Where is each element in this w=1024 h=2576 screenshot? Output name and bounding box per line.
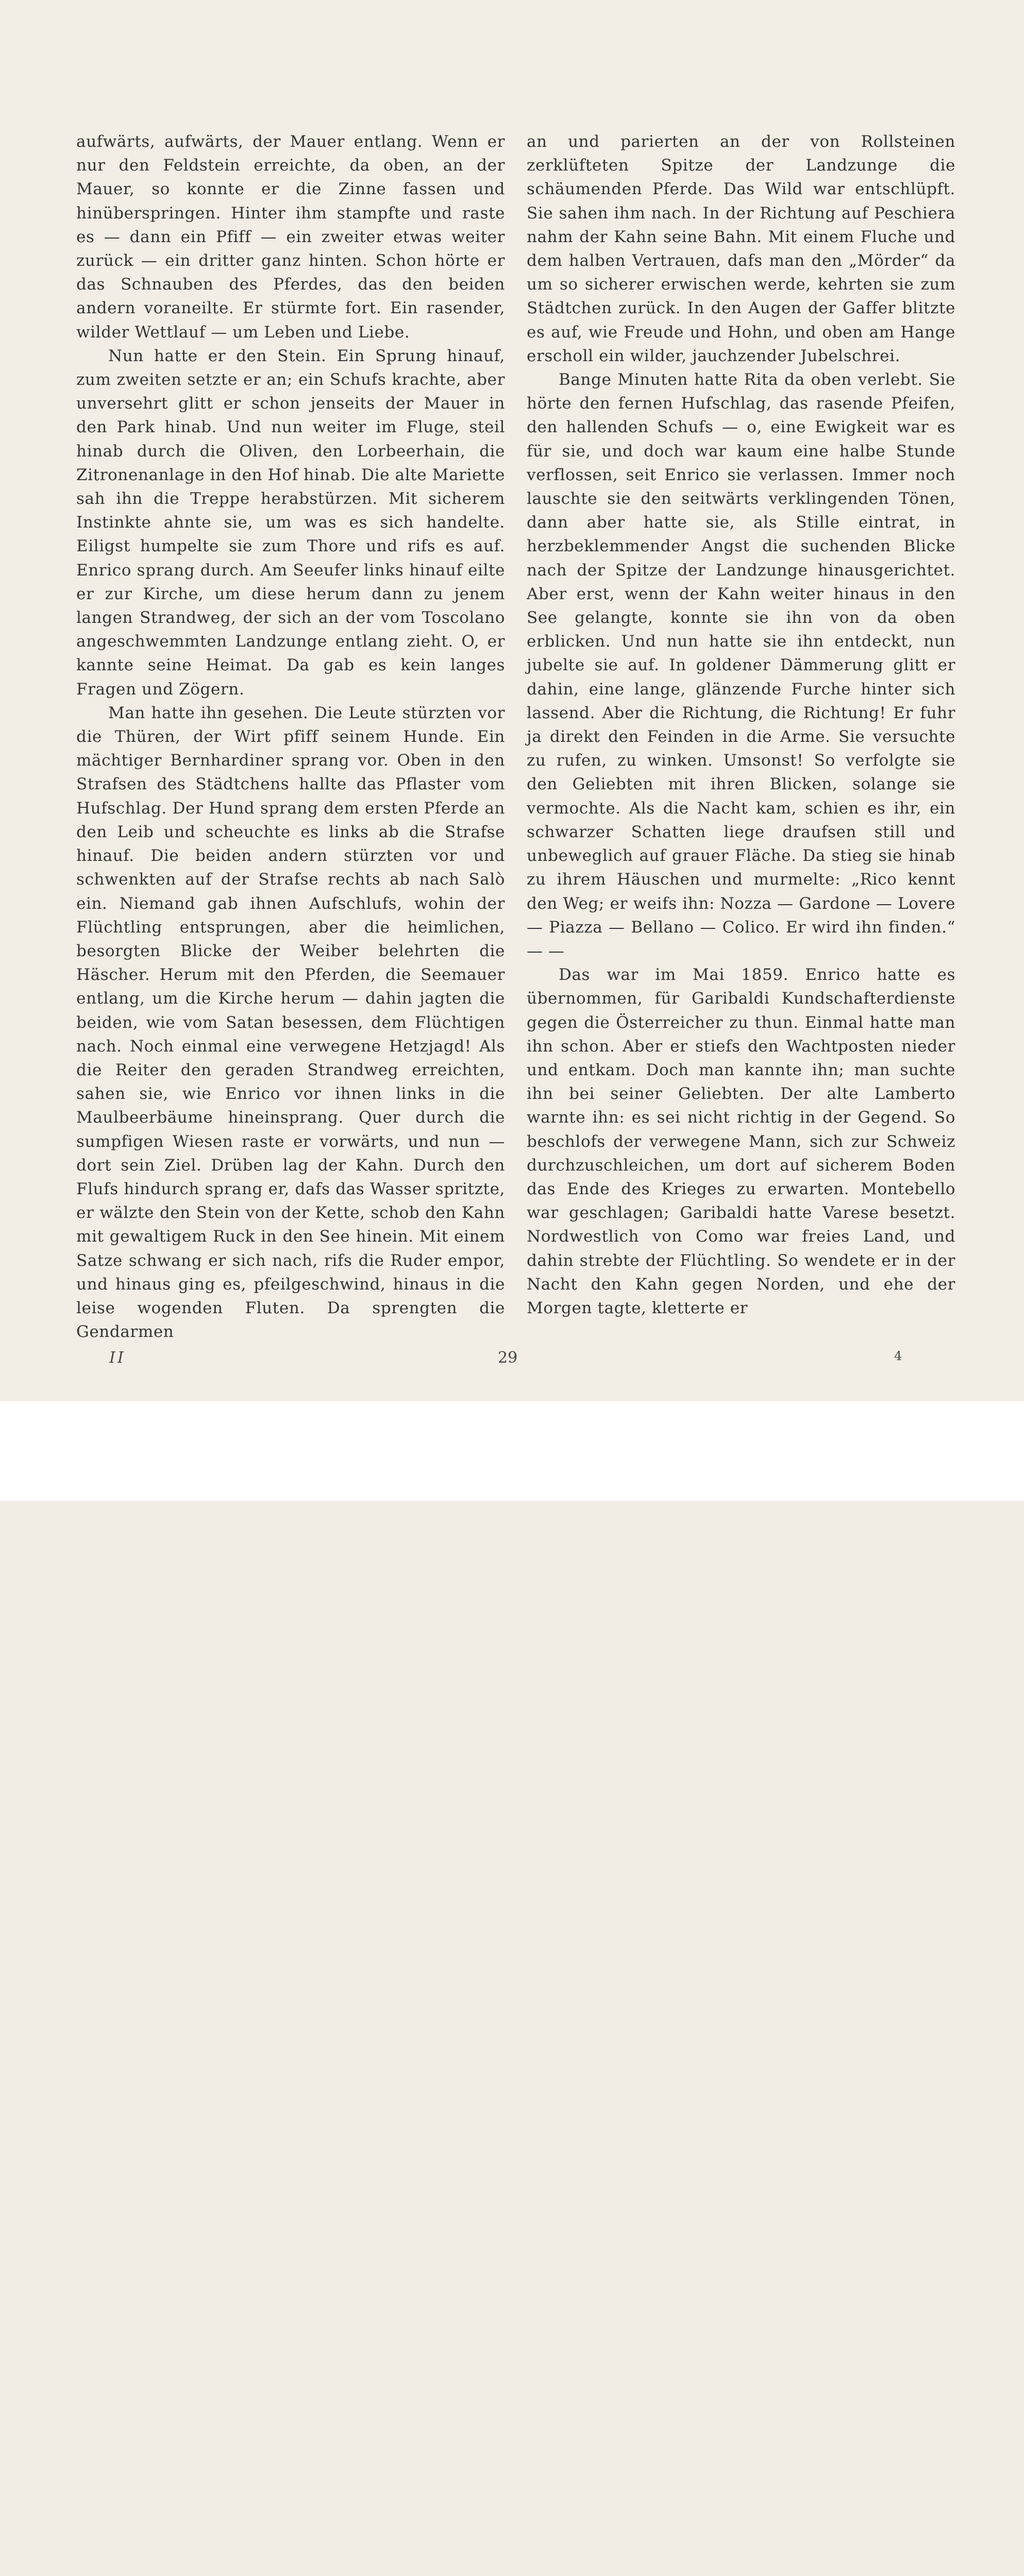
paragraph: Bange Minuten hatte Rita da oben verlebt. Sie hörte den fernen Hufschlag, das rasende Pfeifen, den hallenden Schufs — o, eine Ewigkeit war es für sie, und doch war kaum eine halbe Stunde verflossen, seit Enrico sie verlassen. Immer noch lauschte sie den seitwärts verklingenden Tönen, dann aber hatte sie, als Stille eintrat, in herzbeklemmender Angst die suchenden Blicke nach der Spitze der Landzunge hinausgerichtet. Aber erst, wenn der Kahn weiter hinaus in den See gelangte, konnte sie ihn von da oben erblicken. Und nun hatte sie ihn entdeckt, nun jubelte sie auf. In goldener Dämmerung glitt er dahin, eine lange, glänzende Furche hinter sich lassend. Aber die Richtung, die Richtung! Er fuhr ja direkt den Feinden in die Arme. Sie versuchte zu rufen, zu winken. Umsonst! So verfolgte sie den Geliebten mit ihren Blicken, solange sie vermochte. Als die Nacht kam, schien es ihr, ein schwarzer Schatten liege draufsen still und unbeweglich auf grauer Fläche. Da stieg sie hinab zu ihrem Häuschen und murmelte: „Rico kennt den Weg; er weifs ihn: Nozza — Gardone — Lovere — Piazza — Bellano — Colico. Er wird ihn finden.“ — — (527, 370, 955, 960)
paragraph: an und parierten an der von Rollsteinen zerklüfteten Spitze der Landzunge die schäumenden Pferde. Das Wild war entschlüpft. Sie sahen ihm nach. In der Richtung auf Peschiera nahm der Kahn seine Bahn. Mit einem Fluche und dem halben Vertrauen, dafs man den „Mörder“ da um so sicherer erwischen werde, kehrten sie zum Städtchen zurück. In den Augen der Gaffer blitzte es auf, wie Freude und Hohn, und oben am Hange erscholl ein wilder, jauchzender Jubelschrei. (527, 132, 955, 365)
paragraph: Das war im Mai 1859. Enrico hatte es übernommen, für Garibaldi Kundschafterdienste gegen die Österreicher zu thun. Einmal hatte man ihn schon. Aber er stiefs den Wachtposten nieder und entkam. Doch man kannte ihn; man suchte ihn bei seiner Geliebten. Der alte Lamberto warnte ihn: es sei nicht richtig in der Gegend. So beschlofs der verwegene Mann, sich zur Schweiz durchzuschleichen, um dort auf sicherem Boden das Ende des Krieges zu erwarten. Montebello war geschlagen; Garibaldi hatte Varese besetzt. Nordwestlich von Como war freies Land, und dahin strebte der Flüchtling. So wendete er in der Nacht den Kahn gegen Norden, und ehe der Morgen tagte, kletterte er (527, 965, 955, 1317)
library-footer-bar (0, 1401, 1024, 1501)
signature-mark: II (109, 1349, 126, 1367)
right-column (527, 130, 955, 1320)
page-number: 29 (498, 1349, 518, 1367)
sheet-number: 4 (894, 1349, 902, 1363)
left-column (76, 130, 505, 1344)
paragraph: aufwärts, aufwärts, der Mauer entlang. Wenn er nur den Feldstein erreichte, da oben, an der Mauer, so konnte er die Zinne fassen und hinüberspringen. Hinter ihm stampfte und raste es — dann ein Pfiff — ein zweiter etwas weiter zurück — ein dritter ganz hinten. Schon hörte er das Schnauben des Pferdes, das den beiden andern voraneilte. Er stürmte fort. Ein rasender, wilder Wettlauf — um Leben und Liebe. (76, 132, 505, 342)
paragraph: Nun hatte er den Stein. Ein Sprung hinauf, zum zweiten setzte er an; ein Schufs krachte, aber unversehrt glitt er schon jenseits der Mauer in den Park hinab. Und nun weiter im Fluge, steil hinab durch die Oliven, den Lorbeerhain, die Zitronenanlage in den Hof hinab. Die alte Mariette sah ihn die Treppe herabstürzen. Mit sicherem Instinkte ahnte sie, um was es sich handelte. Eiligst humpelte sie zum Thore und rifs es auf. Enrico sprang durch. Am Seeufer links hinauf eilte er zur Kirche, um diese herum dann zu jenem langen Strandweg, der sich an der vom Toscolano angeschwemmten Landzunge entlang zieht. O, er kannte seine Heimat. Da gab es kein langes Fragen und Zögern. (76, 346, 505, 699)
paragraph: Man hatte ihn gesehen. Die Leute stürzten vor die Thüren, der Wirt pfiff seinem Hunde. Ein mächtiger Bernhardiner sprang vor. Oben in den Strafsen des Städtchens hallte das Pflaster vom Hufschlag. Der Hund sprang dem ersten Pferde an den Leib und scheuchte es links ab die Strafse hinauf. Die beiden andern stürzten vor und schwenkten auf der Strafse rechts ab nach Salò ein. Niemand gab ihnen Aufschlufs, wohin der Flüchtling entsprungen, aber die heimlichen, besorgten Blicke der Weiber belehrten die Häscher. Herum mit den Pferden, die Seemauer entlang, um die Kirche herum — dahin jagten die beiden, wie vom Satan besessen, dem Flüchtigen nach. Noch einmal eine verwegene Hetzjagd! Als die Reiter den geraden Strandweg erreichten, sahen sie, wie Enrico vor ihnen links in die Maulbeerbäume hineinsprang. Quer durch die sumpfigen Wiesen raste er vorwärts, und nun — dort sein Ziel. Drüben lag der Kahn. Durch den Flufs hindurch sprang er, dafs das Wasser spritzte, er wälzte den Stein von der Kette, schob den Kahn mit gewaltigem Ruck in den See hinein. Mit einem Satze schwang er sich nach, rifs die Ruder empor, und hinaus ging es, pfeilgeschwind, hinaus in die leise wogenden Fluten. Da sprengten die Gendarmen (76, 703, 505, 1342)
